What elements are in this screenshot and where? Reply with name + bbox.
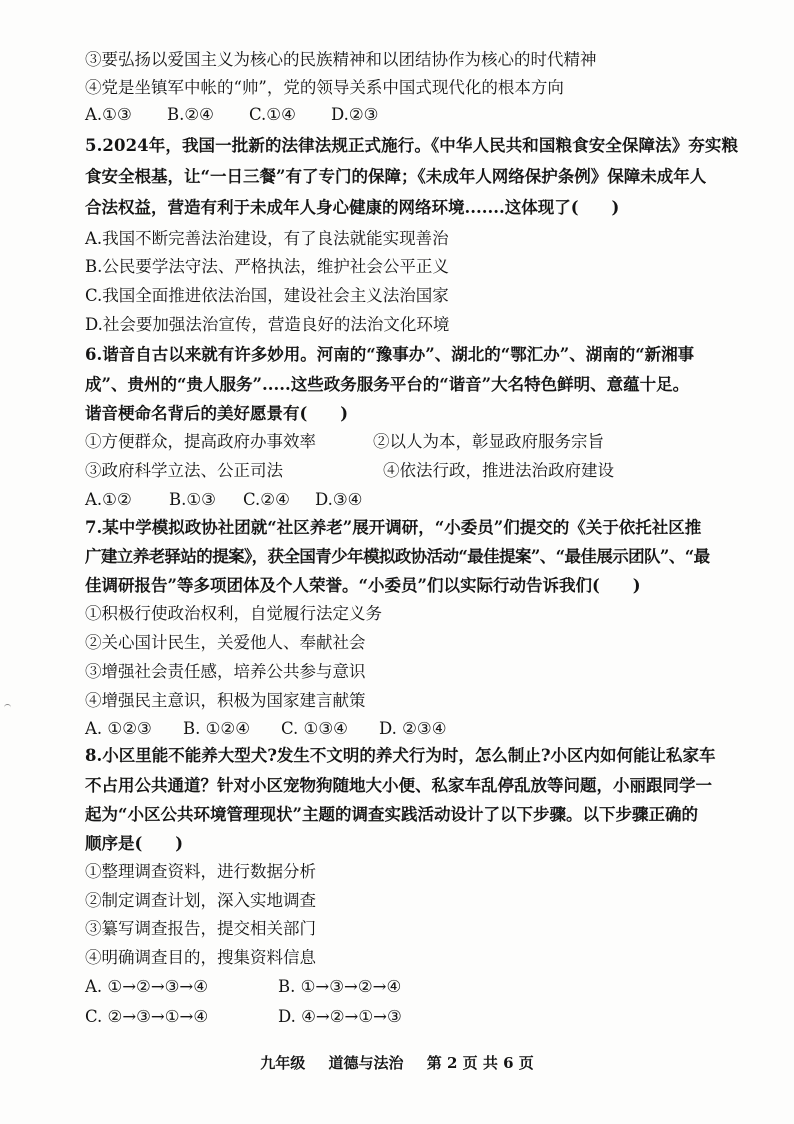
margin-scan-mark: [4, 704, 11, 710]
q8-option-d: D. ④→②→①→③: [278, 1007, 402, 1026]
footer-grade: 九年级: [260, 1054, 306, 1072]
q6-option-a: A.①②: [85, 490, 132, 509]
q6-item-3: ③政府科学立法、公正司法: [85, 461, 283, 480]
q4-option-d: D.②③: [331, 105, 379, 124]
q6-item-1: ①方便群众，提高政府办事效率: [85, 432, 316, 451]
q5-option-d: D.社会要加强法治宣传，营造良好的法治文化环境: [85, 315, 450, 334]
q7-item-2: ②关心国计民生，关爱他人、奉献社会: [85, 633, 366, 652]
footer-page-number: 第 2 页 共 6 页: [426, 1054, 534, 1072]
q7-item-4: ④增强民主意识，积极为国家建言献策: [85, 691, 366, 710]
footer-subject: 道德与法治: [328, 1054, 404, 1072]
q7-option-b: B. ①②④: [183, 719, 250, 738]
q8-stem-line-1: 8.小区里能不能养大型犬?发生不文明的养犬行为时，怎么制止?小区内如何能让私家车: [85, 746, 716, 765]
q5-option-c: C.我国全面推进依法治国，建设社会主义法治国家: [85, 286, 449, 305]
q8-option-a: A. ①→②→③→④: [85, 977, 209, 996]
q5-option-b: B.公民要学法守法、严格执法，维护社会公平正义: [85, 257, 449, 276]
q4-options: [85, 104, 378, 126]
q7-stem-line-2: 广建立养老驿站的提案》，获全国青少年模拟政协活动“最佳提案”、“最佳展示团队”、“最: [85, 547, 710, 566]
q8-stem-line-4: 顺序是( ): [85, 834, 184, 853]
q8-item-3: ③纂写调查报告，提交相关部门: [85, 919, 316, 938]
q4-option-c: C.①④: [249, 105, 296, 124]
q7-stem-line-3: 佳调研报告”等多项团体及个人荣誉。“小委员”们以实际行动告诉我们( ): [85, 576, 641, 595]
q6-options: [85, 489, 362, 511]
q5-stem-line-1: 5.2024年，我国一批新的法律法规正式施行。《中华人民共和国粮食安全保障法》夯实粮: [85, 136, 739, 155]
q7-option-c: C. ①③④: [281, 719, 348, 738]
q6-item-2: ②以人为本，彰显政府服务宗旨: [373, 432, 604, 451]
q4-option-a: A.①③: [85, 105, 132, 124]
q8-stem-line-3: 起为“小区公共环境管理现状”主题的调查实践活动设计了以下步骤。以下步骤正确的: [85, 805, 698, 824]
q8-item-4: ④明确调查目的，搜集资料信息: [85, 948, 316, 967]
q8-option-b: B. ①→③→②→④: [278, 977, 402, 996]
q6-item-4: ④依法行政，推进法治政府建设: [383, 461, 614, 480]
q7-option-d: D. ②③④: [379, 719, 447, 738]
q8-item-1: ①整理调查资料，进行数据分析: [85, 862, 316, 881]
q6-option-b: B.①③: [169, 490, 216, 509]
q4-item-4: ④党是坐镇军中帐的“帅”，党的领导关系中国式现代化的根本方向: [85, 78, 564, 97]
q4-item-3: ③要弘扬以爱国主义为核心的民族精神和以团结协作为核心的时代精神: [85, 50, 597, 69]
q5-stem-line-3: 合法权益，营造有利于未成年人身心健康的网络环境.......这体现了( ): [85, 198, 620, 217]
q6-option-c: C.②④: [243, 490, 290, 509]
q8-stem-line-2: 不占用公共通道？针对小区宠物狗随地大小便、私家车乱停乱放等问题，小丽跟同学一: [85, 776, 712, 795]
q7-stem-line-1: 7.某中学模拟政协社团就“社区养老”展开调研，“小委员”们提交的《关于依托社区推: [85, 518, 702, 537]
q8-option-c: C. ②→③→①→④: [85, 1007, 209, 1026]
q7-option-a: A. ①②③: [85, 719, 152, 738]
q7-item-3: ③增强社会责任感，培养公共参与意识: [85, 662, 366, 681]
q8-item-2: ②制定调查计划，深入实地调查: [85, 891, 316, 910]
page-footer: [0, 1052, 794, 1073]
q6-stem-line-3: 谐音梗命名背后的美好愿景有( ): [85, 404, 349, 423]
q6-option-d: D.③④: [315, 490, 363, 509]
q4-option-b: B.②④: [167, 105, 214, 124]
q6-stem-line-1: 6.谐音自古以来就有许多妙用。河南的“豫事办”、湖北的“鄂汇办”、湖南的“新湘事: [85, 345, 695, 364]
q7-options: [85, 718, 447, 740]
q6-stem-line-2: 成”、贵州的“贵人服务”.....这些政务服务平台的“谐音”大名特色鲜明、意蕴十足。: [85, 375, 690, 394]
q5-option-a: A.我国不断完善法治建设，有了良法就能实现善治: [85, 229, 449, 248]
q7-item-1: ①积极行使政治权利，自觉履行法定义务: [85, 604, 382, 623]
q5-stem-line-2: 食安全根基，让“一日三餐”有了专门的保障；《未成年人网络保护条例》保障未成年人: [85, 167, 707, 186]
